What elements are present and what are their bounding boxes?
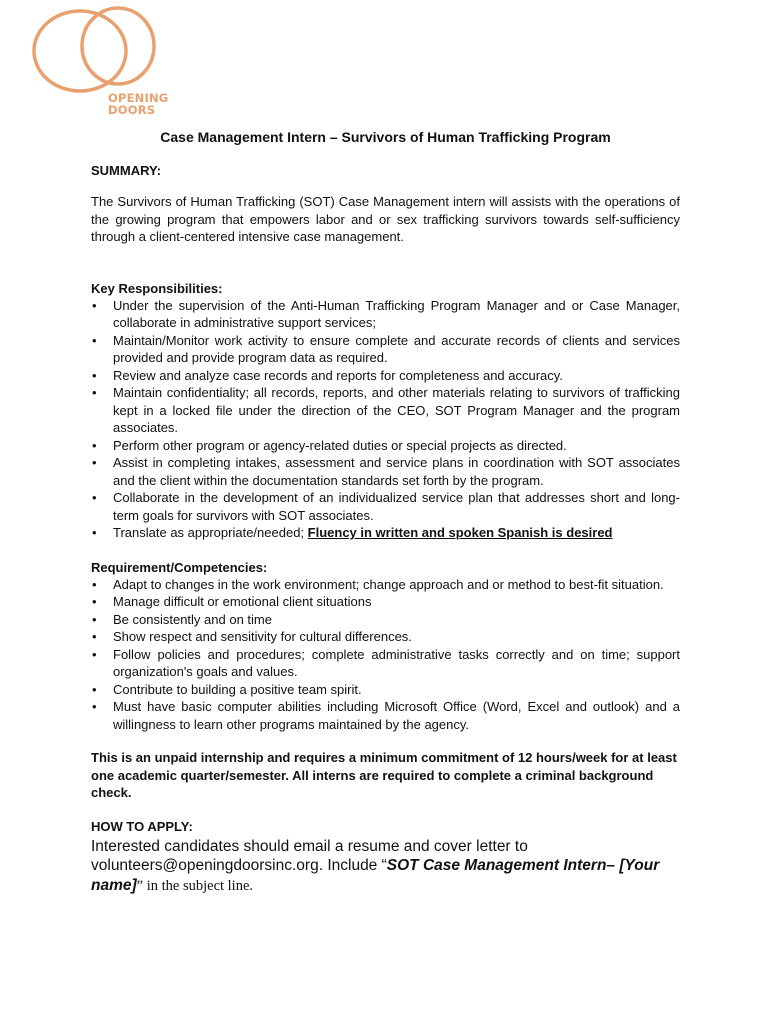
list-item: • Manage difficult or emotional client situations [91,593,680,611]
internship-notice: This is an unpaid internship and requires a minimum commitment of 12 hours/week for at least one academic quarter/semester. All interns are required to complete a criminal background check. [91,750,677,800]
list-item: • Assist in completing intakes, assessment and service plans in coordination with SOT associates and the client within the documentation standards set forth by the program. [91,454,680,489]
logo-word-2: DOORS [108,103,156,117]
list-item: • Collaborate in the development of an individualized service plan that addresses short and long-term goals for survivors with SOT associates. [91,489,680,524]
email-subject: SOT Case Management Intern– [Your name] [91,857,660,894]
page-title: Case Management Intern – Survivors of Human Trafficking Program [160,129,611,145]
spanish-requirement: Fluency in written and spoken Spanish is desired [307,525,613,540]
summary-text: The Survivors of Human Trafficking (SOT) Case Management intern will assists with the operations of the growing program that empowers labor and or sex trafficking survivors towards self-sufficiency through a client-centered intensive case management. [91,194,680,244]
list-item: • Review and analyze case records and reports for completeness and accuracy. [91,367,680,385]
logo-ring-left [34,11,126,91]
list-item: • Maintain confidentiality; all records, reports, and other materials relating to survivors of trafficking kept in a locked file under the direction of the CEO, SOT Program Manager and the program associates. [91,384,680,437]
apply-text: Interested candidates should email a resume and cover letter to volunteers@openingdoorsinc.org. Include “ [91,837,528,874]
list-item: • Be consistently and on time [91,611,680,629]
requirements-list [91,576,680,734]
list-item [91,524,680,542]
summary-label: SUMMARY: [91,163,162,178]
list-item: • Must have basic computer abilities including Microsoft Office (Word, Excel and outlook) and a willingness to learn other programs maintained by the agency. [91,698,680,733]
list-item: • Show respect and sensitivity for cultural differences. [91,628,680,646]
list-item: • Under the supervision of the Anti-Human Trafficking Program Manager and or Case Manager, collaborate in administrative support services; [91,297,680,332]
apply-label: HOW TO APPLY: [91,818,193,834]
list-item: • Perform other program or agency-related duties or special projects as directed. [91,437,680,455]
requirements-label: Requirement/Competencies: [91,559,268,575]
apply-instructions [91,837,680,897]
list-item: • Follow policies and procedures; complete administrative tasks correctly and on time; support organization's goals and values. [91,646,680,681]
document-body [91,128,680,896]
list-item: • Maintain/Monitor work activity to ensure complete and accurate records of clients and services provided and provide program data as required. [91,332,680,367]
responsibilities-label: Key Responsibilities: [91,280,223,296]
responsibilities-list [91,297,680,542]
apply-suffix: ” in the subject line. [136,877,254,894]
logo-wordmark [108,92,168,116]
list-item: • Adapt to changes in the work environment; change approach and or method to best-fit situation. [91,576,680,594]
logo-word-1: OPENING [108,91,169,105]
list-item: • Contribute to building a positive team spirit. [91,681,680,699]
list-item-text: Translate as appropriate/needed; [113,525,308,540]
